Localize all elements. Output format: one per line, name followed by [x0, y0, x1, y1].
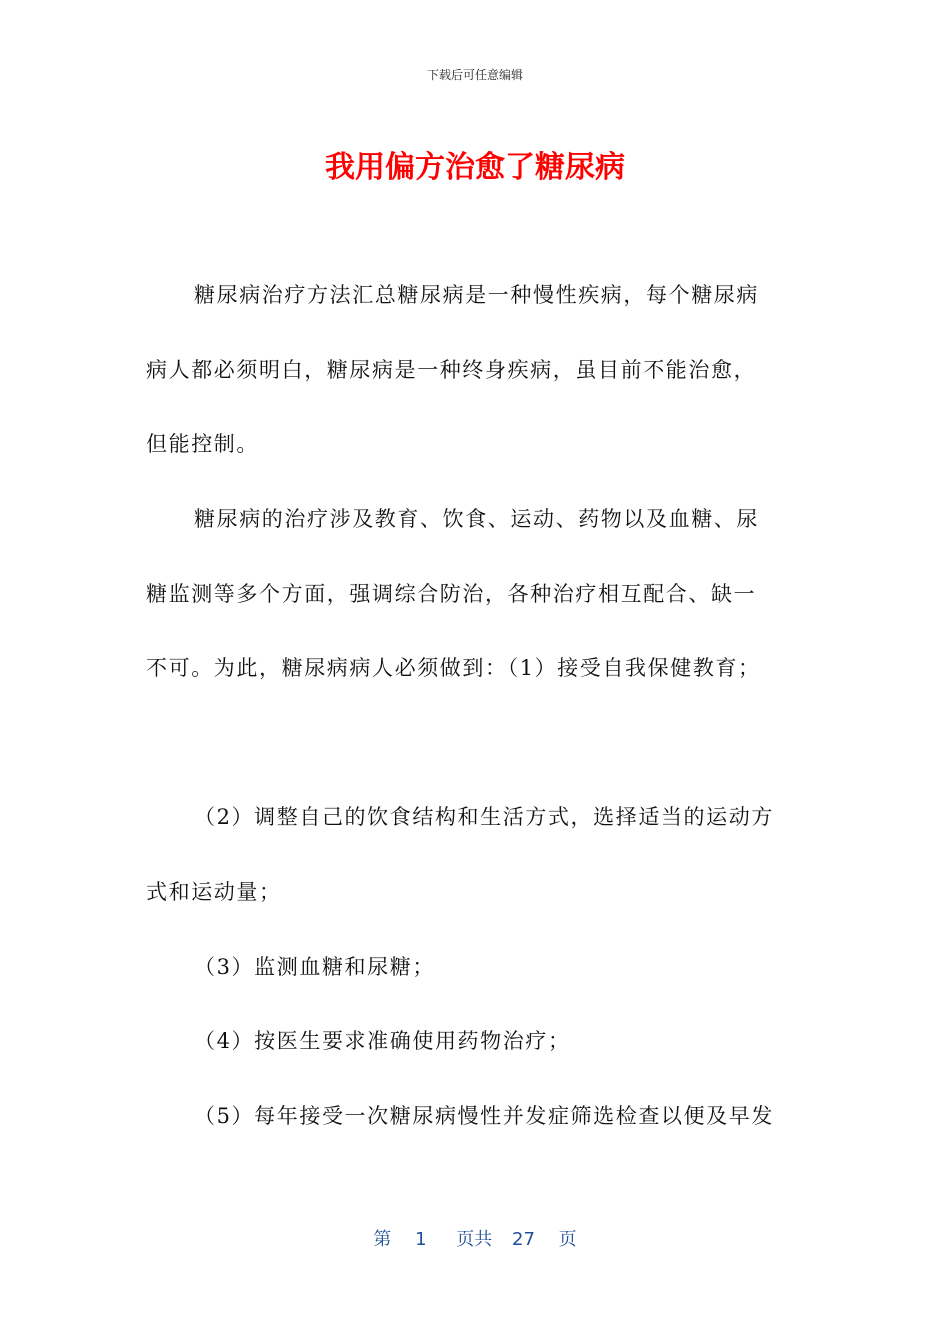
list-item-2-line-2: 式和运动量；: [146, 880, 282, 904]
paragraph-line-2: 病人都必须明白，糖尿病是一种终身疾病，虽目前不能治愈，: [146, 358, 757, 382]
footer-total-pages: 27: [512, 1229, 535, 1250]
footer-suffix: 页: [558, 1229, 577, 1250]
paragraph-line-3: 但能控制。: [146, 432, 259, 456]
list-item-5-line-1: （5）每年接受一次糖尿病慢性并发症筛选检查以便及早发: [194, 1104, 774, 1128]
list-item-3: （3）监测血糖和尿糖；: [194, 955, 435, 979]
footer-mid: 页共: [456, 1229, 493, 1250]
paragraph-line-4: 糖尿病的治疗涉及教育、饮食、运动、药物以及血糖、尿: [194, 507, 759, 531]
paragraph-line-5: 糖监测等多个方面，强调综合防治，各种治疗相互配合、缺一: [146, 582, 757, 606]
list-item-4: （4）按医生要求准确使用药物治疗；: [194, 1029, 571, 1053]
footer-prefix: 第: [373, 1229, 392, 1250]
header-note: 下载后可任意编辑: [426, 68, 523, 82]
document-title: 我用偏方治愈了糖尿病: [325, 150, 625, 185]
list-item-2-line-1: （2）调整自己的饮食结构和生活方式，选择适当的运动方: [194, 805, 774, 829]
page-footer: [0, 1225, 950, 1251]
paragraph-line-6: 不可。为此，糖尿病病人必须做到：（1）接受自我保健教育；: [146, 656, 761, 680]
paragraph-line-1: 糖尿病治疗方法汇总糖尿病是一种慢性疾病，每个糖尿病: [194, 283, 759, 307]
footer-current-page: 1: [415, 1229, 427, 1250]
